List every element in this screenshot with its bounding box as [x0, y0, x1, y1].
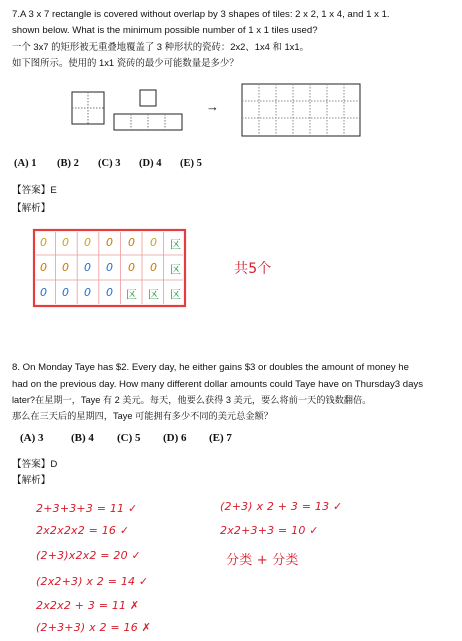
work-line: 2+3+3+3 = 11 ✓ [36, 502, 138, 515]
grid-cell: 0 [128, 236, 136, 249]
work-line: (2+3) x 2 + 3 = 13 ✓ [220, 500, 343, 513]
q8-option-c: (C) 5 [117, 432, 141, 444]
grid-cell: 区 [170, 238, 182, 251]
grid-cell: 0 [40, 236, 48, 249]
grid-cell: 0 [84, 236, 92, 249]
q7-option-c: (C) 3 [98, 158, 121, 169]
grid-cell: 0 [62, 236, 70, 249]
q7-option-e: (E) 5 [180, 158, 202, 169]
grid-cell: 0 [106, 236, 114, 249]
grid-cell: 0 [106, 261, 114, 274]
q8-analysis-label: 【解析】 [12, 475, 51, 486]
q7-text-line3: 一个 3x7 的矩形被无重叠地覆盖了 3 种形状的瓷砖：2x2、1x4 和 1x1。 [12, 41, 309, 52]
grid-cell: 0 [150, 236, 158, 249]
q8-option-a: (A) 3 [20, 432, 44, 444]
tile-1x1-figure [140, 90, 156, 106]
q8-answer: 【答案】D [12, 459, 58, 470]
arrow-icon: → [206, 99, 219, 114]
grid-cell: 0 [128, 261, 136, 274]
work-line: 2x2x2 + 3 = 11 ✗ [36, 599, 140, 612]
work-line: 2x2x2x2 = 16 ✓ [36, 524, 130, 537]
work-line: (2+3+3) x 2 = 16 ✗ [36, 621, 152, 634]
q7-option-b: (B) 2 [57, 158, 79, 169]
grid-cell: 0 [40, 261, 48, 274]
q7-text-line2: shown below. What is the minimum possible number of 1 x 1 tiles used? [12, 25, 318, 36]
q8-text-line2: had on the previous day. How many different dollar amounts could Taye have on Thursday3 days [12, 379, 424, 390]
rectangle-3x7-figure [242, 84, 360, 136]
work-line: (2x2+3) x 2 = 14 ✓ [36, 575, 149, 588]
work-line: (2+3)x2x2 = 20 ✓ [36, 549, 141, 562]
grid-cell: 区 [126, 288, 138, 301]
q8-option-b: (B) 4 [71, 432, 94, 444]
grid-cell: 0 [40, 286, 48, 299]
q7-option-d: (D) 4 [139, 158, 162, 169]
q7-text-line1: 7.A 3 x 7 rectangle is covered without overlap by 3 shapes of tiles: 2 x 2, 1 x 4, and 1 x 1. [12, 9, 390, 20]
work-line: 2x2+3+3 = 10 ✓ [220, 524, 319, 537]
grid-cell: 0 [106, 286, 114, 299]
handwritten-total: 共5个 [234, 261, 272, 277]
q7-answer: 【答案】E [12, 185, 57, 196]
q8-text-line4: 那么在三天后的星期四，Taye 可能拥有多少不同的美元总金额？ [12, 411, 273, 421]
grid-cell: 0 [84, 286, 92, 299]
q8-option-d: (D) 6 [163, 432, 187, 444]
q8-option-e: (E) 7 [209, 432, 232, 444]
q7-analysis-label: 【解析】 [12, 203, 51, 214]
tile-1x4-figure [114, 114, 182, 130]
grid-cell: 区 [170, 263, 182, 276]
grid-cell: 0 [62, 261, 70, 274]
q8-text-line3: later?在星期一，Taye 有 2 美元。每天，他要么获得 3 美元，要么将前一天的钱数翻倍。 [12, 395, 372, 405]
work-line: 分类 + 分类 [226, 553, 299, 568]
grid-cell: 区 [170, 288, 182, 301]
grid-cell: 0 [62, 286, 70, 299]
grid-cell: 0 [150, 261, 158, 274]
q7-option-a: (A) 1 [14, 158, 37, 169]
q8-text-line1: 8. On Monday Taye has $2. Every day, he either gains $3 or doubles the amount of money he [12, 362, 409, 373]
q7-text-line4: 如下图所示。使用的 1x1 瓷砖的最少可能数量是多少？ [12, 57, 239, 68]
tile-2x2-figure [72, 92, 104, 124]
grid-cell: 0 [84, 261, 92, 274]
grid-cell: 区 [148, 288, 160, 301]
